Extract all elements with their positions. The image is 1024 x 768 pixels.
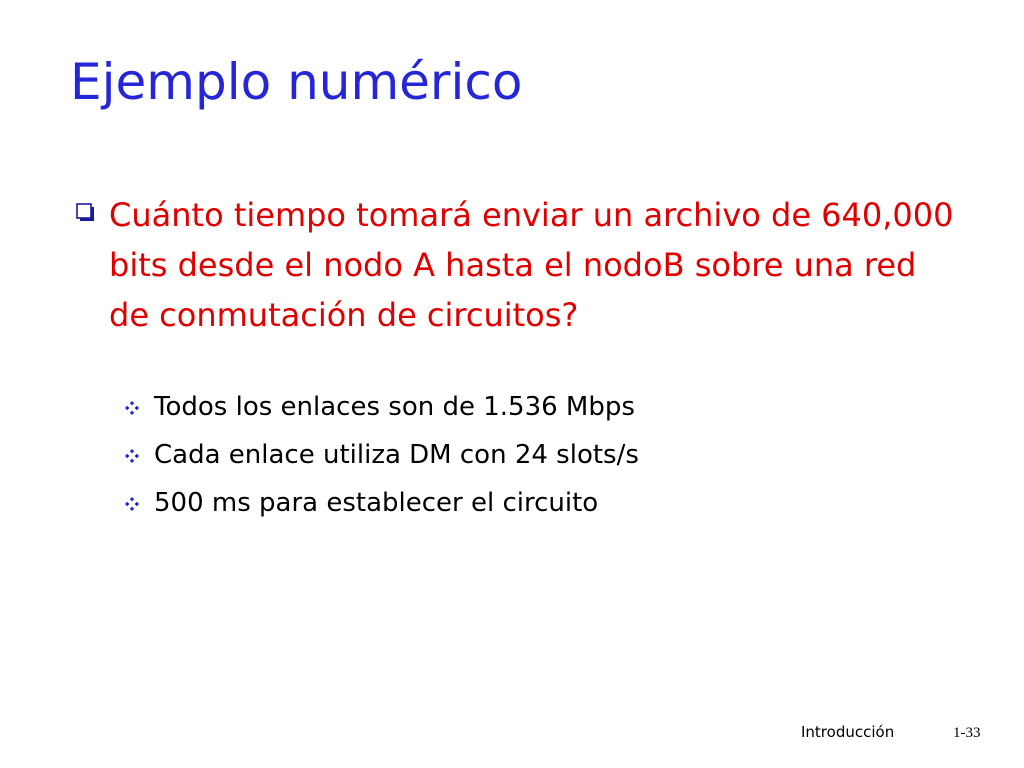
list-item-text: 500 ms para establecer el circuito [154, 488, 599, 518]
four-diamond-icon [125, 449, 139, 463]
question-block [76, 190, 956, 340]
list-item-text: Todos los enlaces son de 1.536 Mbps [154, 392, 635, 422]
page-number: 1-33 [953, 725, 981, 741]
slide-title: Ejemplo numérico [70, 53, 523, 111]
four-diamond-icon [125, 497, 139, 511]
list-item-text: Cada enlace utiliza DM con 24 slots/s [154, 440, 639, 470]
footer-label: Introducción [801, 723, 895, 741]
checkbox-square-icon [76, 203, 95, 222]
four-diamond-icon [125, 401, 139, 415]
list-item [125, 481, 639, 529]
list-item [125, 385, 639, 433]
sub-list [125, 385, 639, 529]
list-item [125, 433, 639, 481]
question-text: Cuánto tiempo tomará enviar un archivo de 640,000 bits desde el nodo A hasta el nodoB sobre una red de conmutación de circuitos? [109, 196, 954, 334]
